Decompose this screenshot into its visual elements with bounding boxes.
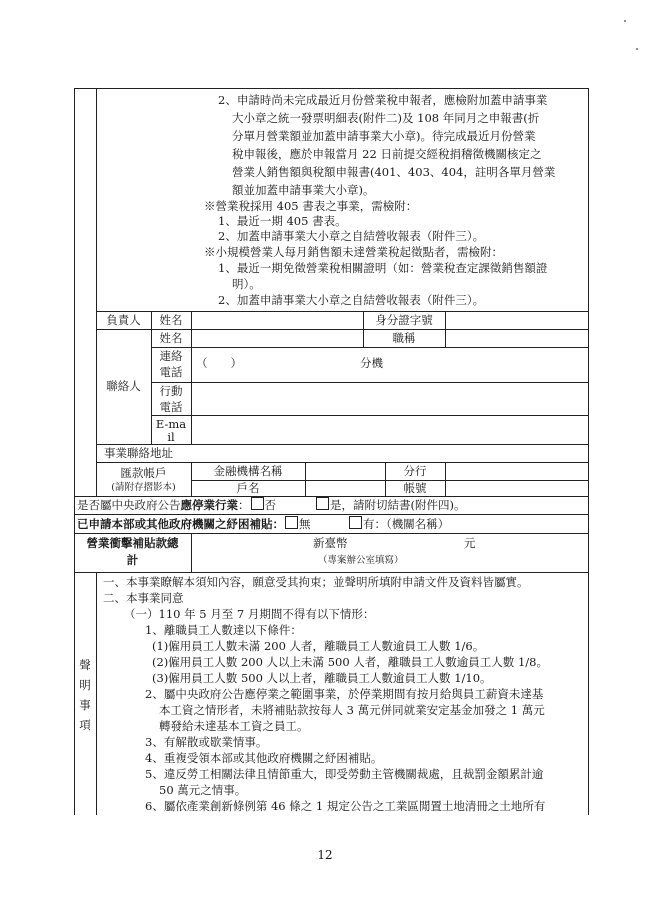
list-item: 1、最近一期免徵營業稅相關證明（如：營業稅查定課徵銷售額證 bbox=[218, 261, 548, 275]
mobile-label-line1: 行動 bbox=[159, 384, 183, 398]
subsidy-total-label-line2: 計 bbox=[126, 553, 139, 567]
suspended-yes-option bbox=[315, 497, 465, 514]
declaration-line: 1、離職員工人數達以下條件： bbox=[145, 623, 302, 637]
bank-name-label: 金融機構名稱 bbox=[213, 464, 283, 478]
business-address-label: 事業聯絡地址 bbox=[104, 446, 173, 460]
mobile-label-line2: 電話 bbox=[159, 400, 183, 414]
declaration-line: (1)僱用員工人數未滿 200 人者，離職員工人數逾員工人數 1/6。 bbox=[152, 639, 485, 653]
yuan-label: 元 bbox=[464, 536, 476, 550]
remit-account-note: (請附存摺影本) bbox=[111, 482, 176, 493]
declaration-line: 5、違反勞工相關法律且情節重大，即受勞動主管機關裁處，且裁罰金額累計逾 bbox=[145, 767, 544, 781]
relief-has-option bbox=[348, 516, 449, 533]
has-checkbox[interactable] bbox=[349, 516, 362, 529]
suspended-question-emphasis: 應停業行業 bbox=[180, 498, 238, 512]
yes-checkbox[interactable] bbox=[316, 497, 329, 510]
declaration-line: 4、重複受領本部或其他政府機關之紓困補貼。 bbox=[145, 751, 383, 765]
responsible-label: 負責人 bbox=[106, 313, 141, 327]
row-line bbox=[151, 382, 588, 383]
side-char: 聲 bbox=[79, 658, 91, 672]
row-line bbox=[151, 347, 588, 348]
col-line bbox=[445, 462, 446, 496]
branch-label: 分行 bbox=[403, 464, 427, 478]
relief-question bbox=[77, 516, 311, 533]
col-line bbox=[191, 533, 192, 572]
account-number-label: 帳號 bbox=[403, 481, 427, 495]
declaration-side-label bbox=[74, 655, 96, 735]
col-line bbox=[191, 311, 192, 444]
suspended-question-colon: ： bbox=[238, 498, 250, 512]
col-line bbox=[96, 572, 97, 815]
responsible-name-label: 姓名 bbox=[159, 313, 183, 327]
list-item: 2、申請時尚未完成最近月份營業稅申報者，應檢附加蓋申請事業 bbox=[218, 93, 548, 107]
list-item: ※營業稅採用 405 書表之事業，需檢附： bbox=[204, 199, 418, 213]
row-line bbox=[74, 533, 588, 534]
job-title-label: 職稱 bbox=[392, 331, 416, 345]
list-item: 營業人銷售額與稅額申報書(401、403、404，註明各單月營業 bbox=[232, 165, 556, 179]
currency-label: 新臺幣 bbox=[313, 536, 348, 550]
declaration-line: (3)僱用員工人數 500 人以上者，離職員工人數逾員工人數 1/10。 bbox=[152, 671, 492, 685]
list-item: 2、加蓋申請事業大小章之自結營收報表（附件三）。 bbox=[218, 229, 485, 243]
none-option-label: 無 bbox=[299, 517, 311, 531]
list-item: 大小章之統一發票明細表(附件二)及 108 年同月之申報書(折 bbox=[232, 111, 540, 125]
relief-question-text: 已申請本部或其他政府機關之紓困補貼 bbox=[77, 517, 273, 531]
declaration-line: 6、屬依產業創新條例第 46 條之 1 規定公告之工業區閒置土地清冊之土地所有 bbox=[145, 799, 546, 813]
suspended-business-question bbox=[77, 497, 276, 514]
col-line bbox=[305, 462, 306, 496]
declaration-line: 2、屬中央政府公告應停業之範圍事業，於停業期間有按月給與員工薪資未達基 bbox=[145, 687, 544, 701]
table-inner-left bbox=[96, 88, 97, 311]
table-border-top bbox=[74, 88, 588, 89]
col-line bbox=[445, 311, 446, 347]
declaration-line: 50 萬元之情事。 bbox=[159, 783, 247, 797]
account-name-label: 戶名 bbox=[236, 481, 260, 495]
list-item: 分單月營業額並加蓋申請事業大小章)。待完成最近月份營業 bbox=[232, 129, 536, 143]
list-item: ※小規模營業人每月銷售額未達營業稅起徵點者，需檢附： bbox=[204, 245, 503, 259]
none-checkbox[interactable] bbox=[285, 516, 298, 529]
side-char: 項 bbox=[79, 718, 91, 732]
declaration-line: （一）110 年 5 月至 7 月期間不得有以下情形： bbox=[124, 607, 375, 621]
office-fill-note: （專案辦公室填寫） bbox=[318, 555, 404, 566]
has-option-label: 有：（機關名稱） bbox=[363, 517, 450, 531]
contact-name-label: 姓名 bbox=[159, 331, 183, 345]
email-label-line1: E-ma bbox=[155, 417, 187, 431]
row-line bbox=[74, 514, 588, 515]
row-line bbox=[74, 572, 588, 573]
list-item: 2、加蓋申請事業大小章之自結營收報表（附件三）。 bbox=[218, 293, 485, 307]
no-checkbox[interactable] bbox=[251, 497, 264, 510]
list-item: 明）。 bbox=[232, 277, 261, 291]
phone-area-code[interactable]: （ ） bbox=[196, 356, 242, 370]
email-label-line2: il bbox=[167, 430, 175, 444]
row-line bbox=[96, 462, 588, 463]
declaration-line: 3、有解散或歇業情事。 bbox=[145, 735, 268, 749]
list-item: 額並加蓋申請事業大小章)。 bbox=[232, 183, 375, 197]
declaration-line: 本工資之情形者，未將補貼款按每人 3 萬元併同就業安定基金加發之 1 萬元 bbox=[159, 703, 545, 717]
scan-speck bbox=[636, 48, 638, 50]
remit-account-label: 匯款帳戶 bbox=[120, 466, 167, 480]
table-border-right bbox=[588, 88, 589, 815]
declaration-line: 一、本事業瞭解本須知內容，願意受其拘束；並聲明所填附申請文件及資料皆屬實。 bbox=[103, 575, 529, 589]
declaration-line: 二、本事業同意 bbox=[103, 591, 184, 605]
declaration-line: 轉發給未達基本工資之員工。 bbox=[159, 719, 309, 733]
scan-speck bbox=[624, 20, 626, 22]
phone-label-line1: 連絡 bbox=[159, 349, 183, 363]
list-item: 1、最近一期 405 書表。 bbox=[218, 214, 347, 228]
id-number-label: 身分證字號 bbox=[375, 313, 433, 327]
declaration-line: (2)僱用員工人數 200 人以上未滿 500 人者，離職員工人數逾員工人數 1/8。 bbox=[152, 655, 548, 669]
no-option-label: 否 bbox=[264, 498, 276, 512]
contact-person-label: 聯絡人 bbox=[106, 379, 141, 393]
row-line bbox=[151, 415, 588, 416]
list-item: 稅申報後，應於申報當月 22 日前提交經稅捐稽徵機關核定之 bbox=[232, 147, 542, 161]
subsidy-total-label-line1: 營業衝擊補貼款總 bbox=[86, 536, 179, 550]
suspended-question-text: 是否屬中央政府公告 bbox=[77, 498, 181, 512]
phone-label-line2: 電話 bbox=[159, 365, 183, 379]
yes-option-label: 是，請附切結書(附件四)。 bbox=[330, 498, 466, 512]
phone-extension-label: 分機 bbox=[360, 356, 383, 370]
page-number: 12 bbox=[317, 848, 333, 862]
relief-question-colon: ： bbox=[272, 517, 284, 531]
side-char: 明 bbox=[79, 678, 91, 692]
side-char: 事 bbox=[79, 698, 91, 712]
